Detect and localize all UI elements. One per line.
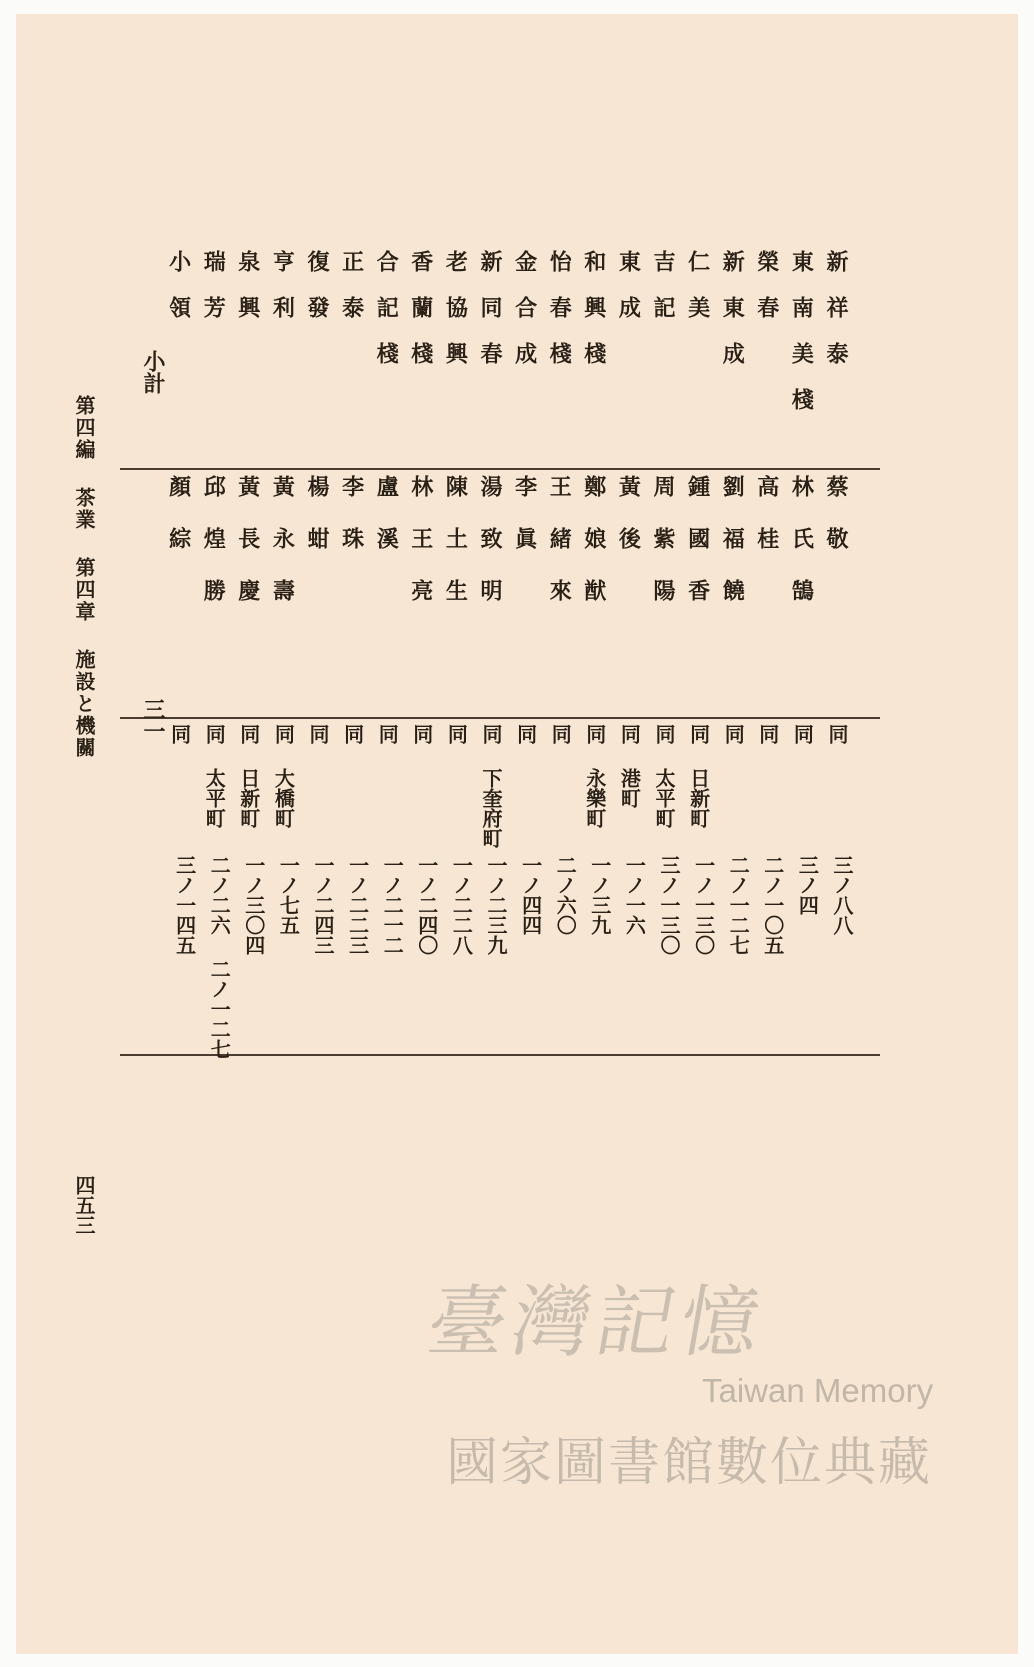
entry-name: 復發 [304, 250, 330, 342]
entry-address: 同 太平町 [202, 724, 227, 828]
entry-address: 同 [306, 724, 330, 744]
entry-name: 和興棧 [580, 250, 607, 388]
entry-number: 三ノ八八 [830, 855, 854, 935]
entry-owner: 林氏鵠 [788, 475, 815, 631]
entry-address: 同 [825, 724, 849, 744]
entry-number: 一ノ二一二 [380, 855, 405, 955]
entry-name: 香蘭棧 [407, 250, 434, 388]
entry-name: 瑞芳 [200, 250, 227, 342]
entry-name: 泉興 [234, 250, 261, 342]
rule-upper [120, 468, 880, 470]
entry-name: 合記棧 [373, 250, 400, 388]
entry-name: 吉記 [650, 250, 676, 342]
entry-address: 同 日新町 [686, 724, 711, 828]
entry-address: 同 [167, 724, 192, 744]
entry-owner: 鍾國香 [684, 475, 711, 631]
entry-number: 一ノ二二三 [345, 855, 370, 955]
entry-number: 一ノ二四〇 [414, 855, 439, 955]
entry-number: 二ノ一二七 [726, 855, 751, 955]
entry-name: 東成 [615, 250, 642, 342]
subtotal-label: 小計 [140, 350, 166, 394]
entry-address: 同 下奎府町 [479, 724, 503, 848]
entry-owner: 陳土生 [442, 475, 469, 631]
entry-owner: 高桂 [753, 475, 780, 579]
entry-owner: 黃永壽 [269, 475, 296, 631]
entry-name: 新祥泰 [823, 250, 849, 388]
entry-name: 仁美 [684, 250, 711, 342]
entry-address: 同 永樂町 [582, 724, 607, 828]
entry-owner: 邱煌勝 [200, 475, 227, 631]
entry-address: 同 [340, 724, 365, 744]
entry-number: 三ノ四 [795, 855, 820, 915]
entry-owner: 湯致明 [477, 475, 503, 631]
entry-name: 新東成 [719, 250, 746, 388]
entry-number: 二ノ一〇五 [760, 855, 785, 955]
entry-owner: 楊蚶 [304, 475, 330, 579]
entry-owner: 蔡敬 [823, 475, 849, 579]
entry-name: 金合成 [511, 250, 538, 388]
entry-number: 一ノ三九 [587, 855, 612, 935]
entry-address: 同 [444, 724, 469, 744]
entry-name: 新同春 [477, 250, 503, 388]
entry-number: 一ノ七五 [276, 855, 301, 935]
entry-name: 東南美棧 [788, 250, 815, 434]
entry-address: 同 太平町 [652, 724, 676, 828]
entry-address: 同 日新町 [236, 724, 261, 828]
entry-number: 三ノ一三〇 [657, 855, 681, 955]
entry-address: 同 大橋町 [271, 724, 296, 828]
entry-number: 二ノ二六 二ノ一二七 [207, 855, 232, 1059]
entry-address: 同 港町 [617, 724, 642, 808]
entry-owner: 黃長慶 [234, 475, 261, 631]
entry-name: 怡春棧 [546, 250, 573, 388]
entry-owner: 周紫陽 [650, 475, 676, 631]
entry-number: 一ノ二二八 [449, 855, 474, 955]
entry-owner: 盧溪 [373, 475, 400, 579]
page-number: 四五三 [72, 1175, 96, 1235]
entry-address: 同 [375, 724, 400, 744]
entry-name: 榮春 [753, 250, 780, 342]
entry-owner: 鄭娘猷 [580, 475, 607, 631]
running-head: 第四編 茶業 第四章 施設と機關 [72, 395, 96, 759]
entry-owner: 劉福饒 [719, 475, 746, 631]
watermark-chinese: 國家圖書館數位典藏 [446, 1433, 933, 1493]
entry-owner: 顏綜 [165, 475, 192, 579]
entry-number: 一ノ三〇四 [241, 855, 266, 955]
entry-address: 同 [755, 724, 780, 744]
entry-name: 亨利 [269, 250, 296, 342]
entry-owner: 林王亮 [407, 475, 434, 631]
entry-name: 正泰 [338, 250, 365, 342]
entry-owner: 黃後 [615, 475, 642, 579]
entry-owner: 王緒來 [546, 475, 573, 631]
entry-number: 二ノ六〇 [553, 855, 578, 935]
watermark-english: Taiwan Memory [702, 1372, 934, 1409]
entry-name: 小領 [165, 250, 192, 342]
entry-number: 一ノ一三〇 [691, 855, 716, 955]
entry-address: 同 [548, 724, 573, 744]
entry-owner: 李珠 [338, 475, 365, 579]
entry-number: 一ノ一六 [622, 855, 647, 935]
entry-number: 三ノ一四五 [172, 855, 197, 955]
entry-number: 一ノ二四三 [311, 855, 335, 955]
rule-bottom [120, 1054, 880, 1056]
entry-address: 同 [790, 724, 815, 744]
subtotal-count: 三一 [140, 698, 166, 742]
entry-address: 同 [513, 724, 538, 744]
watermark-calligraphy: 臺灣記憶 [420, 1278, 773, 1368]
entry-address: 同 [409, 724, 434, 744]
rule-middle [120, 717, 880, 719]
entry-name: 老協興 [442, 250, 469, 388]
entry-address: 同 [721, 724, 746, 744]
entry-owner: 李眞 [511, 475, 538, 579]
entry-number: 一ノ二三九 [484, 855, 508, 955]
entry-number: 一ノ四四 [518, 855, 543, 935]
